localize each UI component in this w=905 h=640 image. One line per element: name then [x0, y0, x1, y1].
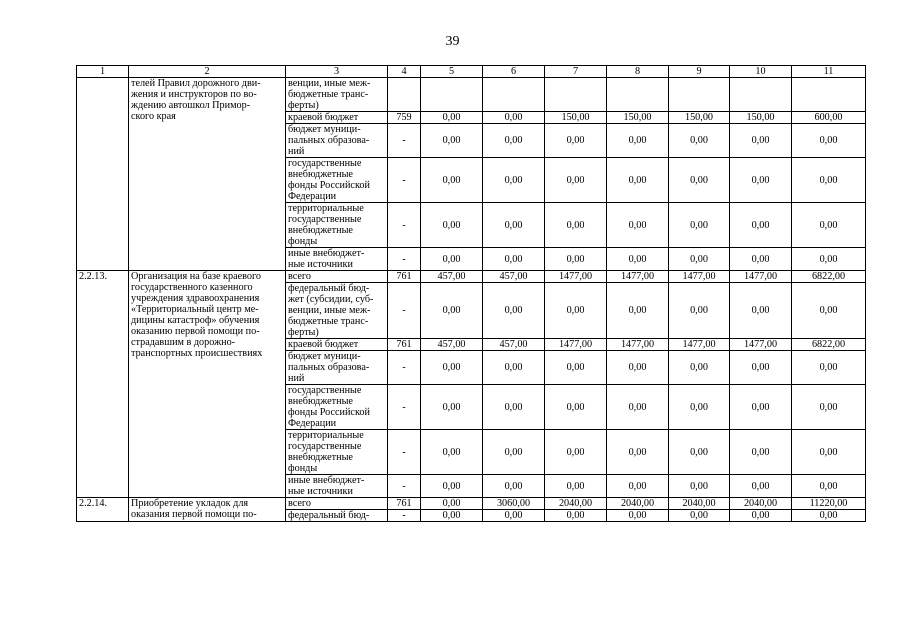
funding-source [286, 475, 388, 498]
year-amount: 0,00 [730, 283, 792, 339]
funding-source [286, 339, 388, 351]
year-amount: 0,00 [483, 112, 545, 124]
column-number: 9 [669, 66, 730, 78]
year-amount: 0,00 [669, 351, 730, 385]
budget-code: - [388, 203, 421, 248]
year-amount: 0,00 [421, 158, 483, 203]
year-amount: 0,00 [421, 124, 483, 158]
year-amount: 150,00 [607, 112, 669, 124]
text-line: венции, иные меж- [288, 305, 371, 316]
year-amount: 1477,00 [730, 339, 792, 351]
text-line: внебюджетные [288, 396, 353, 407]
year-amount: 2040,00 [545, 498, 607, 510]
budget-table [76, 65, 866, 522]
item-number: 2.2.14. [77, 498, 129, 522]
year-amount: 1477,00 [607, 271, 669, 283]
year-amount: 0,00 [607, 430, 669, 475]
year-amount: 1477,00 [730, 271, 792, 283]
budget-code: 761 [388, 498, 421, 510]
text-line: всего [288, 271, 311, 282]
year-amount: 0,00 [607, 158, 669, 203]
text-line: пальных образова- [288, 362, 370, 373]
year-amount: 0,00 [607, 248, 669, 271]
year-amount: 0,00 [792, 351, 866, 385]
year-amount: 0,00 [483, 203, 545, 248]
text-line: федеральный бюд- [288, 283, 370, 294]
year-amount: 1477,00 [607, 339, 669, 351]
year-amount: 0,00 [483, 351, 545, 385]
budget-code: 759 [388, 112, 421, 124]
text-line: бюджет муници- [288, 351, 361, 362]
text-line: внебюджетные [288, 452, 353, 463]
funding-source [286, 158, 388, 203]
text-line: всего [288, 498, 311, 509]
year-amount: 0,00 [483, 248, 545, 271]
text-line: жет (субсидии, суб- [288, 294, 374, 305]
budget-code: - [388, 124, 421, 158]
text-line: фонды Российской [288, 180, 370, 191]
table-row [77, 498, 866, 510]
text-line: ждению автошкол Примор- [131, 100, 251, 111]
year-amount: 0,00 [669, 475, 730, 498]
text-line: ферты) [288, 327, 319, 338]
year-amount: 0,00 [545, 475, 607, 498]
year-amount [483, 78, 545, 112]
year-amount: 0,00 [545, 203, 607, 248]
year-amount: 0,00 [421, 510, 483, 522]
year-amount: 0,00 [792, 158, 866, 203]
year-amount: 2040,00 [669, 498, 730, 510]
budget-code: - [388, 510, 421, 522]
year-amount: 0,00 [545, 385, 607, 430]
year-amount: 0,00 [669, 385, 730, 430]
year-amount: 0,00 [483, 385, 545, 430]
year-amount: 0,00 [792, 203, 866, 248]
year-amount: 150,00 [545, 112, 607, 124]
budget-code: - [388, 158, 421, 203]
year-amount: 2040,00 [730, 498, 792, 510]
funding-source [286, 510, 388, 522]
item-name [129, 78, 286, 271]
item-number: 2.2.13. [77, 271, 129, 498]
year-amount: 0,00 [730, 351, 792, 385]
text-line: ского края [131, 111, 176, 122]
text-line: бюджетные транс- [288, 89, 369, 100]
year-amount: 0,00 [421, 351, 483, 385]
text-line: фонды [288, 236, 318, 247]
year-amount: 0,00 [607, 124, 669, 158]
column-number: 2 [129, 66, 286, 78]
budget-code: - [388, 430, 421, 475]
year-amount: 0,00 [545, 158, 607, 203]
year-amount: 0,00 [669, 248, 730, 271]
funding-source [286, 124, 388, 158]
year-amount: 0,00 [669, 124, 730, 158]
text-line: «Территориальный центр ме- [131, 304, 259, 315]
year-amount: 0,00 [421, 283, 483, 339]
year-amount: 0,00 [483, 158, 545, 203]
item-name [129, 271, 286, 498]
funding-source [286, 385, 388, 430]
year-amount [421, 78, 483, 112]
year-amount: 0,00 [607, 385, 669, 430]
year-amount: 0,00 [421, 475, 483, 498]
funding-source [286, 498, 388, 510]
text-line: ний [288, 373, 305, 384]
text-line: иные внебюджет- [288, 248, 365, 259]
year-amount [792, 78, 866, 112]
year-amount: 0,00 [792, 475, 866, 498]
table-row [77, 271, 866, 283]
year-amount: 0,00 [421, 498, 483, 510]
text-line: государственные [288, 441, 362, 452]
year-amount: 3060,00 [483, 498, 545, 510]
budget-code: - [388, 475, 421, 498]
year-amount: 0,00 [607, 475, 669, 498]
text-line: жения и инструкторов по во- [131, 89, 257, 100]
text-line: Федерации [288, 418, 337, 429]
text-line: ний [288, 146, 305, 157]
funding-source [286, 112, 388, 124]
funding-source [286, 203, 388, 248]
year-amount: 0,00 [483, 124, 545, 158]
text-line: внебюджетные [288, 225, 353, 236]
year-amount: 150,00 [730, 112, 792, 124]
year-amount: 1477,00 [545, 339, 607, 351]
text-line: фонды [288, 463, 318, 474]
year-amount: 0,00 [483, 283, 545, 339]
year-amount: 0,00 [607, 203, 669, 248]
page-number: 39 [445, 34, 460, 49]
funding-source [286, 248, 388, 271]
year-amount: 600,00 [792, 112, 866, 124]
year-amount: 0,00 [730, 385, 792, 430]
year-amount: 0,00 [607, 510, 669, 522]
text-line: внебюджетные [288, 169, 353, 180]
text-line: краевой бюджет [288, 112, 359, 123]
year-amount: 0,00 [669, 158, 730, 203]
year-amount: 150,00 [669, 112, 730, 124]
year-amount: 457,00 [483, 339, 545, 351]
year-amount: 0,00 [669, 203, 730, 248]
text-line: бюджетные транс- [288, 316, 369, 327]
year-amount: 0,00 [545, 283, 607, 339]
year-amount: 1477,00 [669, 271, 730, 283]
text-line: государственные [288, 214, 362, 225]
year-amount: 0,00 [730, 248, 792, 271]
budget-code [388, 78, 421, 112]
text-line: иные внебюджет- [288, 475, 365, 486]
year-amount: 0,00 [421, 248, 483, 271]
year-amount: 0,00 [545, 124, 607, 158]
year-amount: 0,00 [792, 124, 866, 158]
text-line: федеральный бюд- [288, 510, 370, 521]
year-amount: 0,00 [545, 430, 607, 475]
text-line: пальных образова- [288, 135, 370, 146]
year-amount [607, 78, 669, 112]
column-number: 1 [77, 66, 129, 78]
year-amount: 0,00 [730, 510, 792, 522]
text-line: оказанию первой помощи по- [131, 326, 260, 337]
year-amount: 0,00 [421, 203, 483, 248]
text-line: ферты) [288, 100, 319, 111]
column-number: 6 [483, 66, 545, 78]
year-amount: 457,00 [421, 339, 483, 351]
text-line: оказания первой помощи по- [131, 509, 257, 520]
text-line: государственные [288, 385, 362, 396]
column-number: 10 [730, 66, 792, 78]
year-amount: 0,00 [792, 385, 866, 430]
year-amount: 0,00 [545, 248, 607, 271]
text-line: транспортных происшествиях [131, 348, 263, 359]
column-number: 7 [545, 66, 607, 78]
year-amount: 0,00 [730, 430, 792, 475]
column-number: 3 [286, 66, 388, 78]
year-amount: 1477,00 [669, 339, 730, 351]
year-amount: 0,00 [730, 124, 792, 158]
text-line: ные источники [288, 259, 353, 270]
year-amount: 2040,00 [607, 498, 669, 510]
year-amount: 457,00 [483, 271, 545, 283]
funding-source [286, 351, 388, 385]
text-line: территориальные [288, 203, 364, 214]
funding-source [286, 283, 388, 339]
year-amount: 0,00 [669, 510, 730, 522]
year-amount: 0,00 [669, 283, 730, 339]
text-line: ные источники [288, 486, 353, 497]
text-line: Организация на базе краевого [131, 271, 261, 282]
budget-table-body [77, 66, 866, 522]
year-amount: 0,00 [607, 351, 669, 385]
text-line: Приобретение укладок для [131, 498, 249, 509]
year-amount: 0,00 [421, 430, 483, 475]
text-line: бюджет муници- [288, 124, 361, 135]
year-amount: 6822,00 [792, 271, 866, 283]
year-amount: 457,00 [421, 271, 483, 283]
year-amount [730, 78, 792, 112]
text-line: дицины катастроф» обучения [131, 315, 260, 326]
text-line: государственного казенного [131, 282, 253, 293]
column-number: 5 [421, 66, 483, 78]
funding-source [286, 271, 388, 283]
text-line: Федерации [288, 191, 337, 202]
year-amount: 0,00 [483, 475, 545, 498]
text-line: страдавшим в дорожно- [131, 337, 236, 348]
budget-code: - [388, 248, 421, 271]
year-amount: 6822,00 [792, 339, 866, 351]
funding-source [286, 430, 388, 475]
year-amount: 1477,00 [545, 271, 607, 283]
year-amount: 0,00 [483, 430, 545, 475]
year-amount: 0,00 [607, 283, 669, 339]
year-amount: 0,00 [421, 112, 483, 124]
item-name [129, 498, 286, 522]
budget-code: - [388, 283, 421, 339]
text-line: венции, иные меж- [288, 78, 371, 89]
column-number: 8 [607, 66, 669, 78]
year-amount: 0,00 [792, 430, 866, 475]
column-number-row [77, 66, 866, 78]
table-row [77, 78, 866, 112]
budget-code: - [388, 385, 421, 430]
year-amount: 0,00 [730, 475, 792, 498]
year-amount: 0,00 [545, 510, 607, 522]
year-amount: 0,00 [730, 158, 792, 203]
year-amount: 0,00 [421, 385, 483, 430]
year-amount: 0,00 [483, 510, 545, 522]
year-amount: 0,00 [545, 351, 607, 385]
year-amount: 11220,00 [792, 498, 866, 510]
item-number [77, 78, 129, 271]
funding-source [286, 78, 388, 112]
text-line: краевой бюджет [288, 339, 359, 350]
budget-code: - [388, 351, 421, 385]
column-number: 4 [388, 66, 421, 78]
budget-code: 761 [388, 339, 421, 351]
year-amount: 0,00 [669, 430, 730, 475]
column-number: 11 [792, 66, 866, 78]
text-line: территориальные [288, 430, 364, 441]
text-line: фонды Российской [288, 407, 370, 418]
text-line: учреждения здравоохранения [131, 293, 260, 304]
year-amount: 0,00 [730, 203, 792, 248]
text-line: государственные [288, 158, 362, 169]
year-amount [545, 78, 607, 112]
year-amount [669, 78, 730, 112]
year-amount: 0,00 [792, 283, 866, 339]
budget-code: 761 [388, 271, 421, 283]
year-amount: 0,00 [792, 510, 866, 522]
year-amount: 0,00 [792, 248, 866, 271]
text-line: телей Правил дорожного дви- [131, 78, 261, 89]
